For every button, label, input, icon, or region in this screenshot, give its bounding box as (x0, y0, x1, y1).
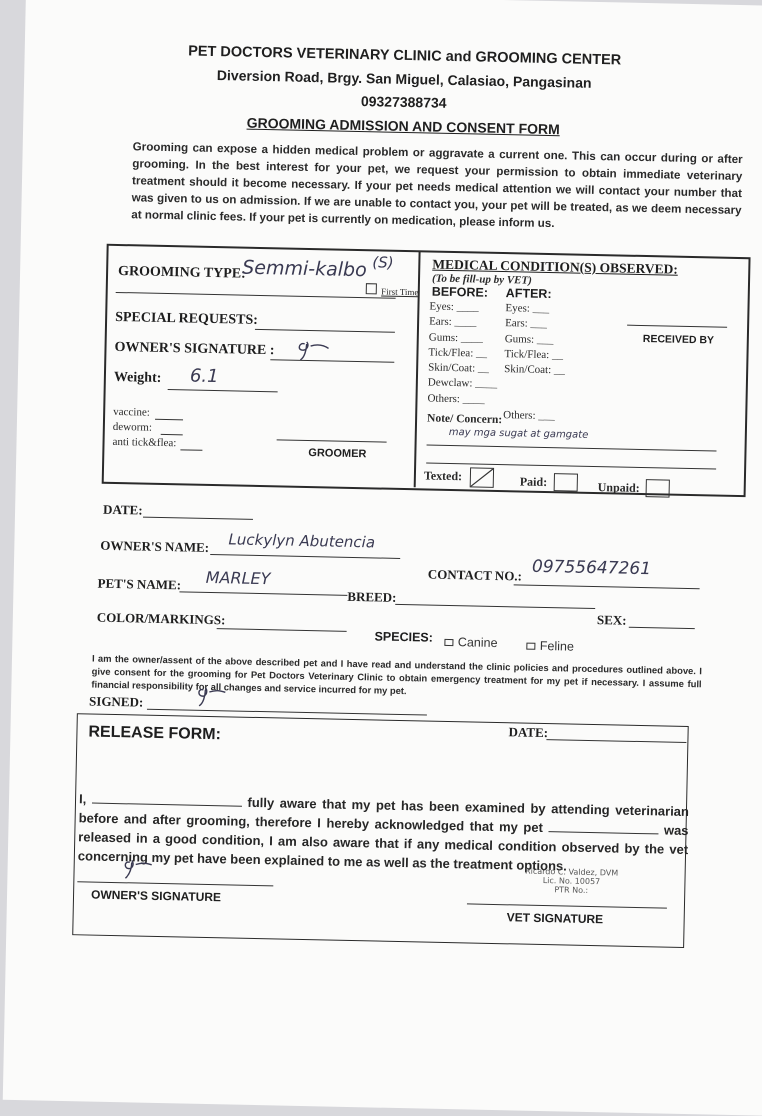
before-item: Others: ____ (427, 392, 485, 406)
signed-label: SIGNED: (88, 693, 144, 710)
received-by-label: RECEIVED BY (642, 332, 715, 347)
after-item: Gums: ___ (504, 332, 554, 346)
after-item: Eyes: ___ (505, 302, 550, 316)
feline-checkbox[interactable] (526, 643, 535, 650)
before-label: BEFORE: (431, 284, 489, 300)
first-time-label: First Time (381, 286, 419, 298)
breed-label: BREED: (347, 588, 397, 605)
feline-label: Feline (539, 638, 575, 654)
medical-subtitle: (To be fill-up by VET) (431, 272, 532, 287)
release-paragraph (78, 789, 689, 878)
release-text-1: fully aware that my pet has been examined by attending veterinarian before and after grooming, therefore I hereby acknowledged that my pet (78, 794, 690, 836)
first-time-checkbox[interactable] (366, 283, 377, 294)
owner-name-label: OWNER'S NAME: (100, 537, 210, 555)
clinic-address: Diversion Road, Brgy. San Miguel, Calasiao, Pangasinan (216, 67, 592, 91)
owner-signature-label: OWNER'S SIGNATURE : (114, 339, 275, 359)
intro-paragraph: Grooming can expose a hidden medical problem or aggravate a current one. This can occur during or after grooming. In the best interest for your pet, we request your permission to obtain immediate veterinary treatment should it become necessary. If your pet needs medical attention we will contact your number that was given to us on admission. If we are unable to contact you, your pet will be treated, as we deem necessary at normal clinic fees. If your pet is currently on medication, please inform us. (131, 140, 743, 231)
sex-label: SEX: (596, 612, 627, 628)
stamp-license: Lic. No. 10057 (542, 876, 601, 887)
weight-label: Weight: (113, 369, 162, 386)
texted-check-icon (471, 468, 493, 486)
after-list (503, 302, 586, 426)
contact-line (514, 584, 700, 589)
note-label: Note/ Concern: (426, 412, 503, 427)
release-owner-scribble (121, 858, 155, 881)
before-item: Dewclaw: ____ (427, 376, 498, 391)
after-item: Ears: ___ (504, 317, 548, 331)
paid-checkbox[interactable] (554, 473, 578, 491)
signed-line[interactable] (147, 709, 427, 716)
release-owner-signature-label: OWNER'S SIGNATURE (90, 887, 222, 905)
after-item: Skin/Coat: __ (504, 363, 566, 377)
canine-label: Canine (457, 635, 498, 651)
after-label: AFTER: (505, 286, 552, 302)
contact-label: CONTACT NO.: (427, 566, 523, 584)
feline-option[interactable] (526, 637, 574, 656)
canine-checkbox[interactable] (444, 639, 453, 646)
release-i-label: I, (78, 791, 87, 807)
special-requests-label: SPECIAL REQUESTS: (115, 309, 259, 328)
after-item: Others: ___ (503, 409, 555, 423)
paid-label: Paid: (519, 474, 548, 490)
stamp-ptr: PTR No.: (554, 885, 589, 895)
after-item: Tick/Flea: __ (504, 347, 564, 362)
vet-stamp (521, 867, 622, 896)
release-pet-line[interactable] (548, 819, 658, 834)
stamp-name: Ricardo C. Valdez, DVM (525, 866, 619, 878)
vet-signature-label: VET SIGNATURE (506, 910, 604, 927)
grooming-type-label: GROOMING TYPE: (117, 263, 246, 282)
breed-line[interactable] (395, 604, 595, 609)
canine-option[interactable] (444, 633, 497, 652)
unpaid-label: Unpaid: (597, 480, 640, 495)
clinic-name: PET DOCTORS VETERINARY CLINIC and GROOMING CENTER (188, 43, 622, 69)
anti-tick-label: anti tick&flea: (112, 435, 177, 450)
owner-name-value[interactable]: Luckylyn Abutencia (228, 530, 376, 552)
before-list (427, 301, 499, 410)
pet-name-value[interactable]: MARLEY (205, 567, 271, 589)
unpaid-checkbox[interactable] (646, 479, 670, 497)
species-label: SPECIES: (374, 629, 434, 645)
sex-line[interactable] (629, 627, 695, 629)
pet-name-line (179, 591, 347, 596)
before-item: Eyes: ____ (429, 300, 479, 314)
grooming-type-value[interactable]: Semmi-kalbo (242, 256, 367, 282)
vaccine-label: vaccine: (113, 405, 150, 419)
note-value[interactable]: may mga sugat at gamgate (448, 426, 589, 441)
signed-scribble (195, 684, 230, 711)
before-item: Tick/Flea: __ (428, 346, 488, 360)
color-markings-line[interactable] (217, 628, 347, 632)
pet-name-label: PET'S NAME: (97, 575, 182, 593)
grooming-size-value: (S) (372, 253, 394, 272)
owner-signature-scribble (294, 336, 335, 363)
form-title: GROOMING ADMISSION AND CONSENT FORM (246, 114, 560, 138)
texted-label: Texted: (423, 468, 463, 484)
weight-value[interactable]: 6.1 (189, 365, 219, 388)
before-item: Gums: ____ (428, 331, 484, 345)
owner-name-line (210, 554, 400, 559)
after-spacer (503, 379, 584, 411)
signed-date-label: DATE: (508, 724, 549, 741)
contact-value[interactable]: 09755647261 (531, 556, 652, 580)
release-title: RELEASE FORM: (88, 723, 222, 744)
deworm-label: deworm: (112, 420, 153, 434)
before-item: Ears: ____ (429, 315, 477, 329)
date-line[interactable] (143, 517, 253, 520)
date-label: DATE: (102, 501, 143, 518)
groomer-label: GROOMER (308, 447, 367, 461)
clinic-phone: 09327388734 (360, 93, 447, 111)
form-sheet (3, 0, 762, 1116)
texted-checkbox[interactable] (470, 467, 494, 487)
release-text-2: was released in a good condition, I am also aware that if any medical condition observed by the vet concerning my pet have been explained to me as well as the treatment options. (77, 822, 689, 874)
before-item: Skin/Coat: __ (428, 361, 490, 375)
consent-paragraph: I am the owner/assent of the above described pet and I have read and understand the clinic policies and procedures outlined above. I give consent for the grooming for Pet Doctors Veterinary Clinic to obtain emergency treatment for my pet if necessary. I assume full financial responsibility for all changes and service incurred for my pet. (91, 652, 703, 697)
color-markings-label: COLOR/MARKINGS: (96, 609, 226, 628)
release-name-line[interactable] (92, 791, 242, 807)
medical-title: MEDICAL CONDITION(S) OBSERVED: (432, 256, 679, 277)
